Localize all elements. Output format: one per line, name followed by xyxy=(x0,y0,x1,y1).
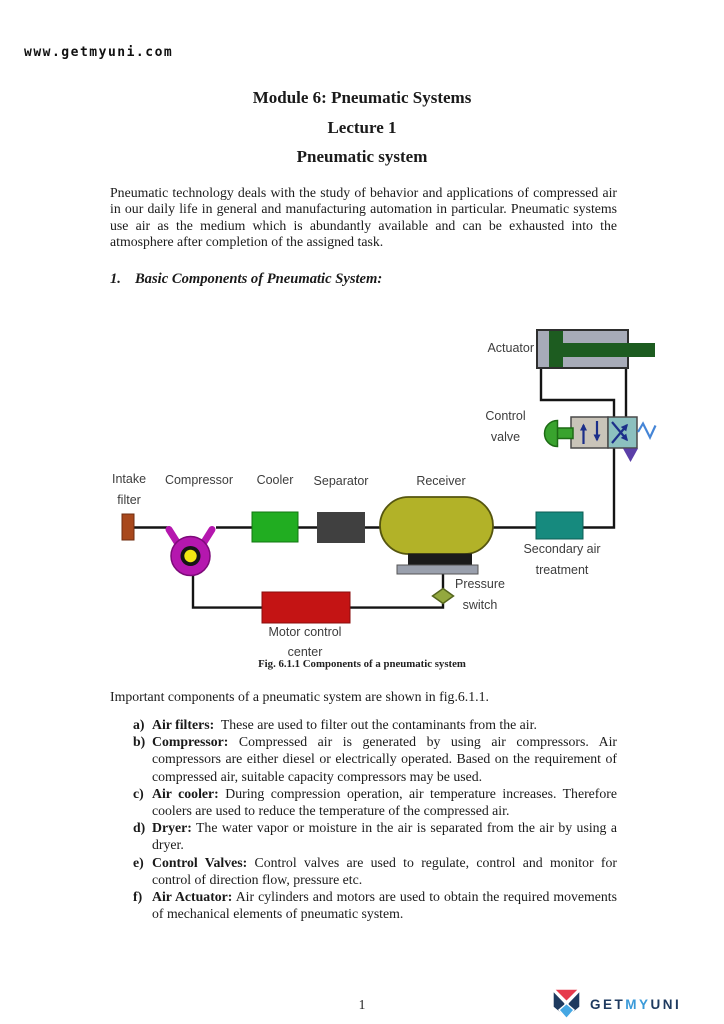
list-marker: a) xyxy=(133,717,145,732)
list-text: These are used to filter out the contaminants from the air. xyxy=(220,717,537,732)
list-marker: c) xyxy=(133,785,144,801)
list-marker: b) xyxy=(133,734,146,750)
intake-filter-block xyxy=(122,514,134,540)
figure-caption: Fig. 6.1.1 Components of a pneumatic system xyxy=(258,658,466,670)
label-secondary-air-treatment: Secondary air treatment xyxy=(523,542,601,577)
topic-title: Pneumatic system xyxy=(296,147,428,166)
list-item xyxy=(133,716,617,733)
getmyuni-logo xyxy=(551,986,681,1022)
list-term: Air cooler: xyxy=(152,785,219,801)
valve-body-right xyxy=(608,417,637,448)
cooler-block xyxy=(252,512,298,542)
valve-body-left xyxy=(571,417,608,448)
receiver-pedestal xyxy=(408,554,472,566)
actuator-piston xyxy=(549,331,563,367)
label-motor-control-center: Motor control center xyxy=(268,625,342,659)
list-text: Compressed air is generated by using air compressors. Air compressors are either diesel or electrically operated. Based on the requirement of compressed air, suitable capacity compressors may be used. xyxy=(152,734,617,784)
separator-block xyxy=(317,512,365,543)
label-receiver: Receiver xyxy=(416,474,466,488)
list-item xyxy=(133,888,617,922)
list-item xyxy=(133,854,617,888)
list-text: The water vapor or moisture in the air is separated from the air by using a dryer. xyxy=(152,820,617,853)
section-title: Basic Components of Pneumatic System: xyxy=(134,271,383,287)
receiver-tank xyxy=(380,497,493,554)
watermark-url: www.getmyuni.com xyxy=(24,45,174,60)
getmyuni-shield-icon xyxy=(551,986,582,1022)
list-marker: f) xyxy=(133,889,143,905)
list-item xyxy=(133,785,617,819)
list-text: During compression operation, air temperature increases. Therefore coolers are used to reduce the temperature of the compressed air. xyxy=(152,785,618,819)
list-term: Air Actuator: xyxy=(152,889,233,905)
valve-spring-zigzag xyxy=(638,424,656,438)
intro-paragraph: Pneumatic technology deals with the study of behavior and applications of compressed air in our daily life in general and manufacturing automation in particular. Pneumatic systems use air as the medium which is abundantly available and can be exhausted into the atmosphere after completion of the assigned task. xyxy=(110,185,617,250)
label-control-valve: Control valve xyxy=(485,409,526,444)
label-separator: Separator xyxy=(313,474,369,488)
label-compressor: Compressor xyxy=(164,473,234,487)
label-cooler: Cooler xyxy=(256,473,294,487)
label-actuator: Actuator xyxy=(487,341,534,355)
list-marker: d) xyxy=(133,820,146,836)
actuator-rod xyxy=(560,343,655,357)
list-term: Dryer: xyxy=(152,820,192,836)
list-term: Air filters: xyxy=(152,717,215,732)
list-text: Control valves are used to regulate, control and monitor for control of direction flow, pressure etc. xyxy=(152,854,618,887)
getmyuni-wordmark: GETMYUNI xyxy=(590,996,682,1012)
valve-exhaust-triangle xyxy=(623,449,638,463)
section-heading xyxy=(110,271,382,288)
receiver-base-plate xyxy=(397,565,478,574)
section-number: 1. xyxy=(110,271,121,287)
list-marker: e) xyxy=(133,854,144,870)
lecture-title: Lecture 1 xyxy=(327,118,397,137)
post-figure-text: Important components of a pneumatic system are shown in fig.6.1.1. xyxy=(110,689,489,704)
label-pressure-switch: Pressure switch xyxy=(454,577,506,612)
list-item xyxy=(133,733,617,785)
valve-pilot-head xyxy=(545,421,558,447)
valve-pilot-stem xyxy=(556,428,573,439)
secondary-air-treatment-block xyxy=(536,512,583,539)
compressor-center xyxy=(184,550,196,562)
list-item xyxy=(133,819,617,853)
list-text: Air cylinders and motors are used to obtain the required movements of mechanical elements of pneumatic system. xyxy=(152,889,617,922)
components-list xyxy=(133,716,617,922)
module-title: Module 6: Pneumatic Systems xyxy=(252,88,472,107)
page-number: 1 xyxy=(358,997,366,1012)
motor-control-block xyxy=(262,592,350,623)
list-term: Control Valves: xyxy=(152,854,248,870)
list-term: Compressor: xyxy=(152,734,229,750)
label-intake-filter: Intake filter xyxy=(111,472,147,507)
pneumatic-system-figure xyxy=(0,325,724,680)
